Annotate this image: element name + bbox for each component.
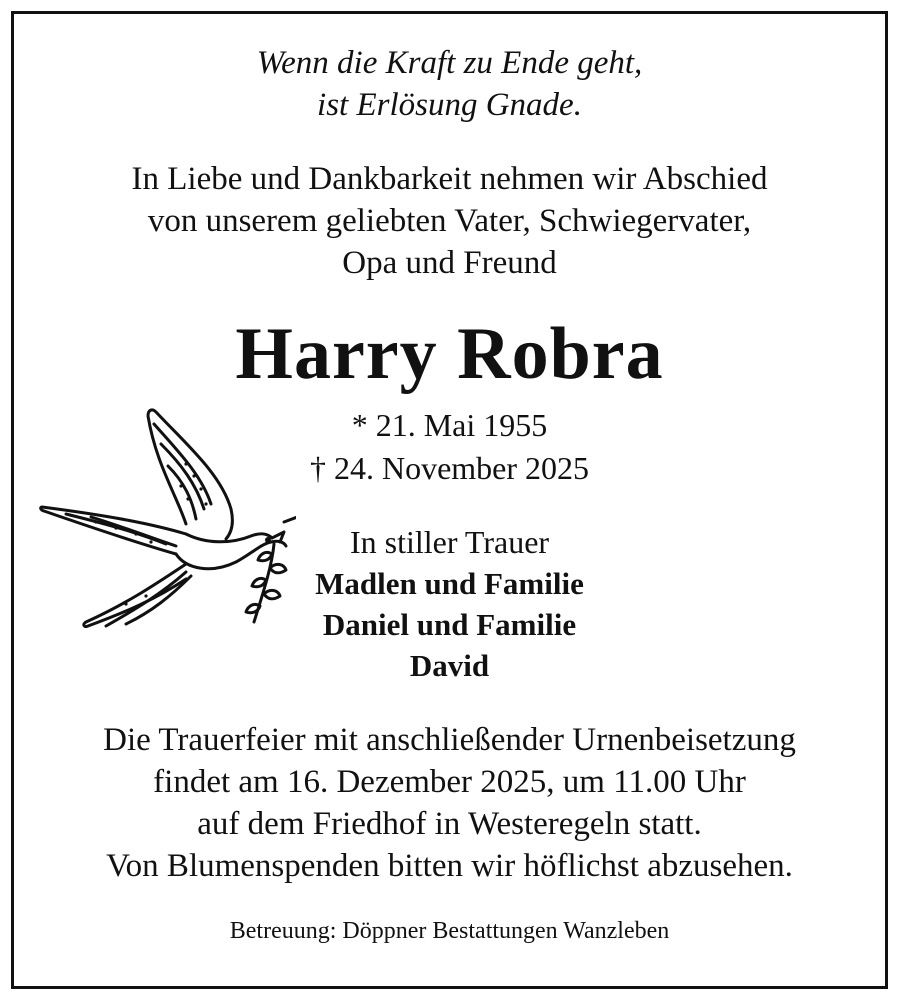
mourner-3: David <box>409 648 490 683</box>
intro-line-2: von unserem geliebten Vater, Schwiegervater, <box>147 203 752 239</box>
ceremony-line-4: Von Blumenspenden bitten wir höflichst abzusehen. <box>106 848 793 884</box>
dove-with-olive-branch-icon <box>36 404 296 636</box>
ceremony-line-1: Die Trauerfeier mit anschließender Urnenbeisetzung <box>103 722 796 758</box>
funeral-home-credit: Betreuung: Döppner Bestattungen Wanzleben <box>229 918 670 944</box>
intro-line-3: Opa und Freund <box>342 245 557 281</box>
ceremony-line-2: findet am 16. Dezember 2025, um 11.00 Uhr <box>153 764 746 800</box>
motto-line-2: ist Erlösung Gnade. <box>317 87 582 123</box>
mourner-1: Madlen und Familie <box>315 566 584 601</box>
death-date: † 24. November 2025 <box>309 450 590 486</box>
deceased-name: Harry Robra <box>235 313 664 395</box>
ceremony-line-3: auf dem Friedhof in Westeregeln statt. <box>197 806 702 842</box>
birth-date: * 21. Mai 1955 <box>351 407 548 443</box>
intro-line-1: In Liebe und Dankbarkeit nehmen wir Abschied <box>131 161 768 197</box>
mourner-2: Daniel und Familie <box>322 607 577 642</box>
motto-line-1: Wenn die Kraft zu Ende geht, <box>256 45 643 81</box>
mourners-heading: In stiller Trauer <box>349 524 550 560</box>
